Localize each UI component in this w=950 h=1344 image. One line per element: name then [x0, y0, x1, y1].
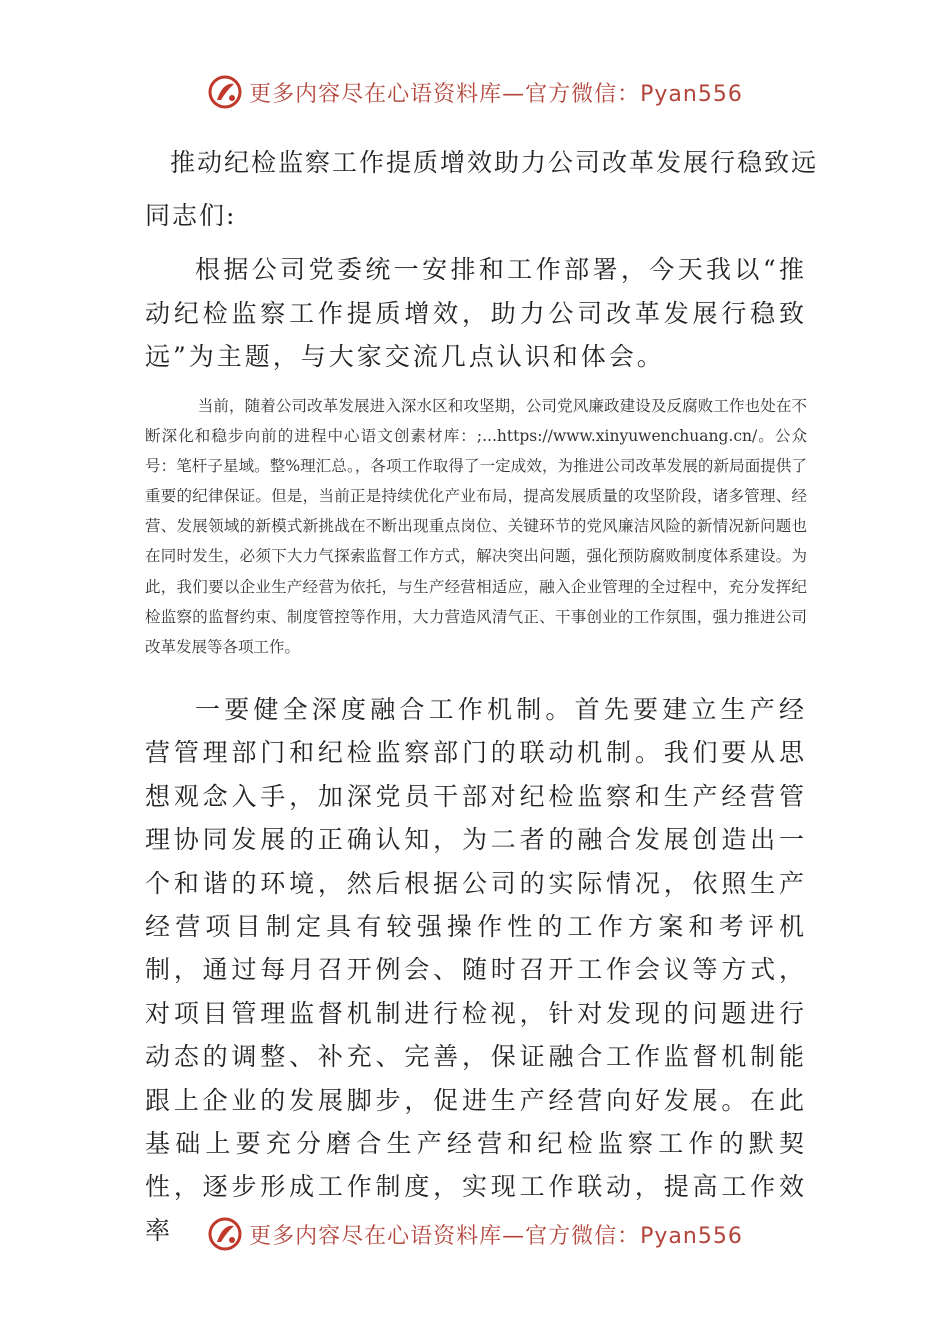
- salutation: 同志们:: [145, 201, 237, 230]
- brand-logo-icon: [207, 74, 243, 110]
- footer-banner-text: 更多内容尽在心语资料库—官方微信：Pyan556: [249, 1223, 743, 1249]
- intro-paragraph: 根据公司党委统一安排和工作部署，今天我以“推动纪检监察工作提质增效，助力公司改革发展行稳致远”为主题，与大家交流几点认识和体会。: [145, 255, 807, 371]
- footer-banner: [0, 1214, 950, 1254]
- brand-logo-icon: [207, 1216, 243, 1252]
- body-paragraph: 一要健全深度融合工作机制。首先要建立生产经营管理部门和纪检监察部门的联动机制。我们要从思想观念入手，加深党员干部对纪检监察和生产经营管理协同发展的正确认知，为二者的融合发展创造出一个和谐的环境，然后根据公司的实际情况，依照生产经营项目制定具有较强操作性的工作方案和考评机制，通过每月召开例会、随时召开工作会议等方式，对项目管理监督机制进行检视，针对发现的问题进行动态的调整、补充、完善，保证融合工作监督机制能跟上企业的发展脚步，促进生产经营向好发展。在此基础上要充分磨合生产经营和纪检监察工作的默契性，逐步形成工作制度，实现工作联动，提高工作效率: [145, 695, 807, 1245]
- document-title: 推动纪检监察工作提质增效助力公司改革发展行稳致远: [170, 148, 819, 177]
- context-paragraph: 当前，随着公司改革发展进入深水区和攻坚期，公司党风廉政建设及反腐败工作也处在不断深化和稳步向前的进程中心语文创素材库：;...https://www.xinyuwenchuang.cn/。公众号：笔杆子星域。整%理汇总。，各项工作取得了一定成效，为推进公司改革发展的新局面提供了重要的纪律保证。但是，当前正是持续优化产业布局，提高发展质量的攻坚阶段，诸多管理、经营、发展领域的新模式新挑战在不断出现重点岗位、关键环节的党风廉洁风险的新情况新问题也在同时发生，必须下大力气探索监督工作方式，解决突出问题，强化预防腐败制度体系建设。为此，我们要以企业生产经营为依托，与生产经营相适应，融入企业管理的全过程中，充分发挥纪检监察的监督约束、制度管控等作用，大力营造风清气正、干事创业的工作氛围，强力推进公司改革发展等各项工作。: [145, 397, 807, 656]
- header-banner-text: 更多内容尽在心语资料库—官方微信：Pyan556: [249, 81, 743, 107]
- header-banner: [0, 72, 950, 112]
